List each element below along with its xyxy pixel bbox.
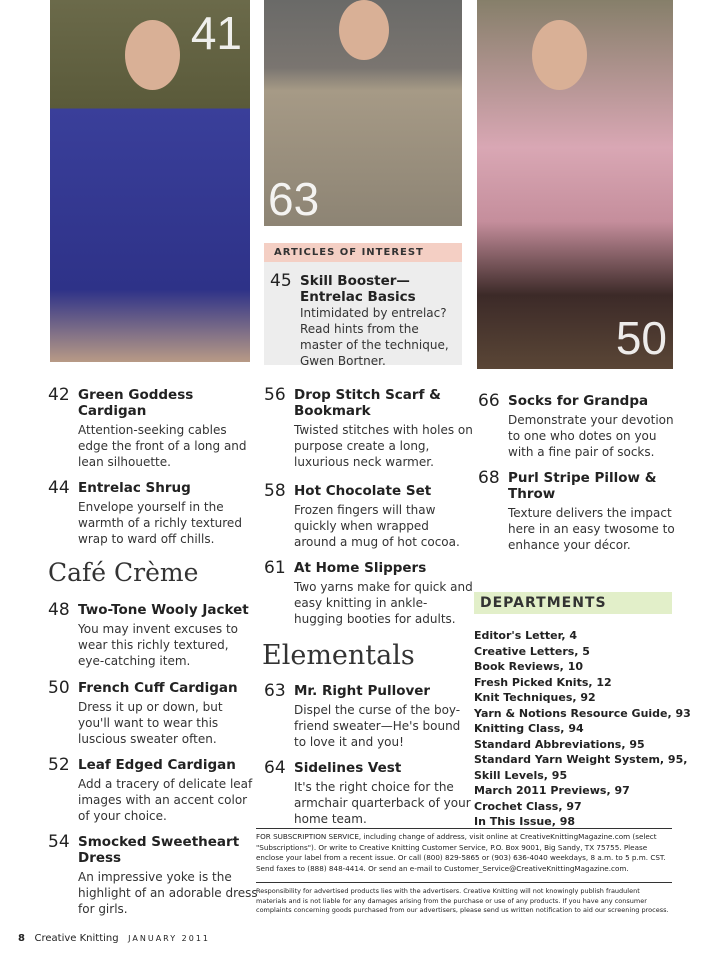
toc-item[interactable] <box>264 560 474 627</box>
toc-item[interactable] <box>264 483 474 550</box>
item-title: Purl Stripe Pillow & Throw <box>508 470 657 502</box>
issue-date: JANUARY 2011 <box>128 934 210 943</box>
page-number: 54 <box>48 832 70 852</box>
item-title: Two-Tone Wooly Jacket <box>78 602 249 618</box>
toc-item[interactable] <box>264 760 474 827</box>
folio-page-number: 8 <box>18 933 25 944</box>
toc-item[interactable] <box>48 757 258 824</box>
item-desc: Dispel the curse of the boy-friend sweater—He's bound to love it and you! <box>294 703 461 749</box>
page-number: 56 <box>264 385 286 405</box>
model-face <box>339 0 389 60</box>
item-title: Hot Chocolate Set <box>294 483 432 499</box>
page-number: 61 <box>264 558 286 578</box>
page-number: 50 <box>48 678 70 698</box>
toc-item[interactable] <box>48 387 258 470</box>
item-desc: You may invent excuses to wear this richly textured, eye-catching item. <box>78 622 239 668</box>
toc-item[interactable] <box>48 834 258 917</box>
item-title: At Home Slippers <box>294 560 427 576</box>
toc-item[interactable] <box>478 393 678 460</box>
department-item[interactable]: In This Issue, 98 <box>474 815 576 828</box>
photo-french-cuff-cardigan <box>477 0 673 369</box>
page-number: 52 <box>48 755 70 775</box>
department-item[interactable]: Skill Levels, 95 <box>474 768 568 782</box>
page-number: 44 <box>48 478 70 498</box>
item-title: French Cuff Cardigan <box>78 680 238 696</box>
item-title: Entrelac Shrug <box>78 480 191 496</box>
article-desc: Intimidated by entrelac? Read hints from the master of the technique, Gwen Bortner. <box>300 306 449 368</box>
item-desc: Dress it up or down, but you'll want to wear this luscious sweater often. <box>78 700 223 746</box>
department-item[interactable]: March 2011 Previews, 97 <box>474 784 630 797</box>
item-desc: Texture delivers the impact here in an easy twosome to enhance your décor. <box>508 506 675 552</box>
item-desc: Add a tracery of delicate leaf images with an accent color of your choice. <box>78 777 253 823</box>
magazine-name: Creative Knitting <box>34 933 119 944</box>
page-footer <box>18 933 210 944</box>
item-desc: Frozen fingers will thaw quickly when wrapped around a mug of hot cocoa. <box>294 503 460 549</box>
page-number: 42 <box>48 385 70 405</box>
page-number: 64 <box>264 758 286 778</box>
department-item[interactable]: Crochet Class, 97 <box>474 799 582 813</box>
photo-mr-right-pullover <box>264 0 462 226</box>
item-desc: Twisted stitches with holes on purpose create a long, luxurious neck warmer. <box>294 423 473 469</box>
department-item[interactable]: Creative Letters, 5 <box>474 644 590 658</box>
item-title: Leaf Edged Cardigan <box>78 757 236 773</box>
department-item[interactable]: Fresh Picked Knits, 12 <box>474 675 612 689</box>
item-title: Drop Stitch Scarf & Bookmark <box>294 387 441 419</box>
item-desc: Envelope yourself in the warmth of a richly textured wrap to ward off chills. <box>78 500 242 546</box>
photo-page-number: 63 <box>268 173 320 225</box>
photo-page-number: 41 <box>190 7 242 59</box>
divider <box>256 882 672 883</box>
subscription-info: FOR SUBSCRIPTION SERVICE, including change of address, visit online at CreativeKnittingMagazine.com (select "Subscriptions"). Or write to Creative Knitting Customer Service, P.O. Box 9001, Big Sandy, TX 75755. Please enclose your label from a recent issue. Or call (800) 829-5865 or (903) 636-4040 weekdays, 8 a.m. to 5 p.m. CST. Send faxes to (888) 848-4414. Or send an e-mail to Customer_Service@CreativeKnittingMagazine.com. <box>256 832 666 873</box>
page-number: 63 <box>264 681 286 701</box>
articles-header: ARTICLES OF INTEREST <box>264 243 462 262</box>
departments-header: DEPARTMENTS <box>474 592 672 614</box>
toc-item[interactable] <box>264 387 474 470</box>
item-desc: Two yarns make for quick and easy knitting in ankle-hugging booties for adults. <box>294 580 473 626</box>
model-face <box>125 20 180 90</box>
article-item[interactable] <box>270 273 460 369</box>
divider <box>256 828 672 829</box>
item-title: Smocked Sweetheart Dress <box>78 834 240 866</box>
model-face <box>532 20 587 90</box>
item-title: Sidelines Vest <box>294 760 402 776</box>
item-desc: Demonstrate your devotion to one who dotes on you with a fine pair of socks. <box>508 413 674 459</box>
department-item[interactable]: Standard Abbreviations, 95 <box>474 737 645 751</box>
toc-item[interactable] <box>264 683 474 750</box>
department-item[interactable]: Book Reviews, 10 <box>474 660 584 673</box>
page-number: 45 <box>270 271 292 291</box>
page-number: 48 <box>48 600 70 620</box>
item-desc: It's the right choice for the armchair quarterback of your home team. <box>294 780 471 826</box>
item-desc: An impressive yoke is the highlight of an adorable dress for girls. <box>78 870 258 916</box>
item-desc: Attention-seeking cables edge the front of a long and lean silhouette. <box>78 423 247 469</box>
photo-page-number: 50 <box>615 312 667 364</box>
toc-item[interactable] <box>48 480 258 547</box>
department-item[interactable]: Editor's Letter, 4 <box>474 629 578 642</box>
toc-item[interactable] <box>48 680 258 747</box>
department-item[interactable]: Knitting Class, 94 <box>474 722 584 735</box>
advertiser-disclaimer: Responsibility for advertised products lies with the advertisers. Creative Knitting will not knowingly publish fraudulent materials and is not liable for any damages arising from the purchase or use of any products. If you have any consumer complaints concerning goods purchased from our advertisers, please send us written notification to aid our screening process. <box>256 887 669 914</box>
item-title: Green Goddess Cardigan <box>78 387 194 419</box>
item-title: Socks for Grandpa <box>508 393 649 409</box>
section-title-elementals: Elementals <box>262 640 415 671</box>
articles-of-interest-box <box>264 243 462 368</box>
toc-item[interactable] <box>48 602 258 669</box>
item-title: Mr. Right Pullover <box>294 683 431 699</box>
page-number: 58 <box>264 481 286 501</box>
department-item[interactable]: Yarn & Notions Resource Guide, 93 <box>474 706 691 720</box>
department-item[interactable]: Knit Techniques, 92 <box>474 691 596 704</box>
article-title: Skill Booster—Entrelac Basics <box>300 273 416 305</box>
page-number: 66 <box>478 391 500 411</box>
departments-list <box>474 628 691 830</box>
department-item[interactable]: Standard Yarn Weight System, 95, <box>474 753 688 766</box>
toc-item[interactable] <box>478 470 678 553</box>
page-number: 68 <box>478 468 500 488</box>
section-title-cafe-creme: Café Crème <box>48 558 199 587</box>
photo-green-goddess-cardigan <box>50 0 250 362</box>
